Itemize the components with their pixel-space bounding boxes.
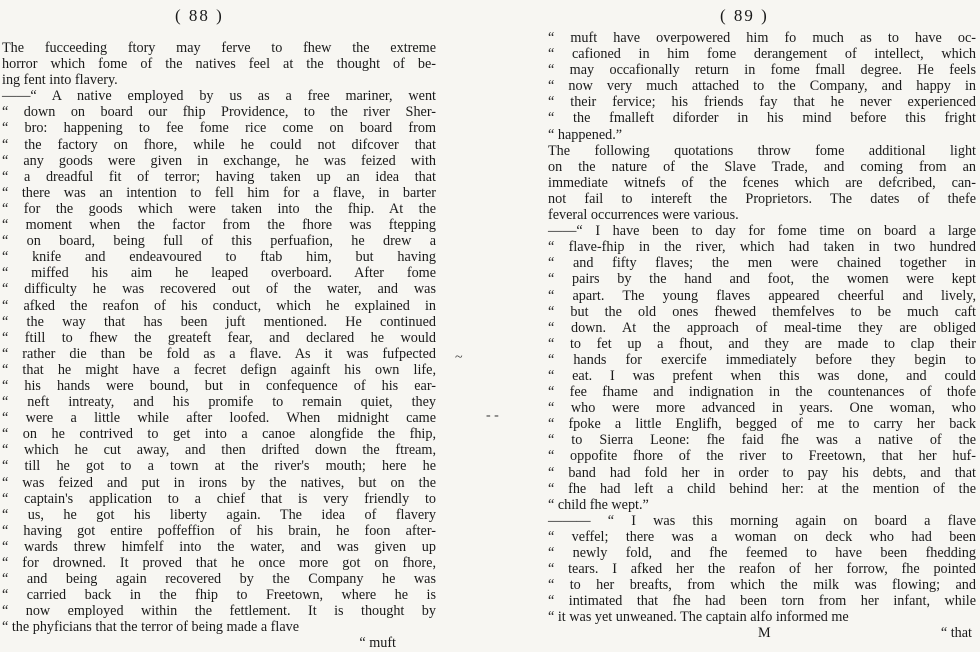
text-line: The fucceeding ftory may ferve to fhew the extreme <box>2 40 436 56</box>
text-line: “ hands for exercife immediately before they begin to <box>548 351 976 368</box>
text-line: “ neft intreaty, and his promife to remain quiet, they <box>2 394 436 411</box>
text-line: “ captain's application to a chief that is very friendly to <box>2 490 436 507</box>
text-line: “ cafioned in him fome derangement of intellect, which <box>548 46 976 63</box>
text-line: “ miffed his aim he leaped overboard. After fome <box>2 265 436 282</box>
text-line: ——“ I have been to day for fome time on board a large <box>548 223 976 240</box>
text-line: “ for the goods which were taken into the fhip. At the <box>2 200 436 217</box>
text-line: “ the factory on fhore, while he could not difcover that <box>2 136 436 153</box>
text-line: on the nature of the Slave Trade, and coming from an <box>548 158 976 175</box>
text-line: “ any goods were given in exchange, he was feized with <box>2 152 436 169</box>
text-line: ——“ A native employed by us as a free mariner, went <box>2 88 436 105</box>
signature-mark: M <box>758 625 771 642</box>
text-line: “ the fmalleft diforder in his mind before this fright <box>548 110 976 127</box>
text-line: “ a dreadful fit of terror; having taken up an idea that <box>2 168 436 185</box>
text-line: “ the phyficians that the terror of being made a flave <box>2 619 300 636</box>
page-number: ( 88 ) <box>175 6 224 25</box>
text-line: “ oppofite fhore of the river to Freetown, that her huf- <box>548 448 976 465</box>
text-line: “ fpoke a little Englifh, begged of me to carry her back <box>548 416 976 433</box>
page-number: ( 89 ) <box>720 6 769 25</box>
text-line: “ and being again recovered by the Company he was <box>2 571 436 588</box>
text-line: ——— “ I was this morning again on board a flave <box>548 512 976 529</box>
text-line: “ pairs by the hand and foot, the women were kept <box>548 271 976 288</box>
text-line: “ on board, being full of this perfuafion, he drew a <box>2 233 436 250</box>
text-line: “ to Sierra Leone: fhe faid fhe was a native of the <box>548 432 976 449</box>
text-line: “ newly fold, and fhe feemed to have been fhedding <box>548 545 976 561</box>
text-line: “ bro: happening to fee fome rice come on board from <box>2 120 436 137</box>
text-line: ing fent into flavery. <box>2 72 118 89</box>
text-line: “ band had fold her in order to pay his debts, and that <box>548 464 976 481</box>
text-line: “ knife and endeavoured to ftab him, but having <box>2 249 436 266</box>
text-line: “ which he cut away, and then drifted down the ftream, <box>2 442 436 459</box>
text-line: “ till he got to a town at the river's mouth; here he <box>2 458 436 475</box>
text-line: not fail to intereft the Proprietors. The dates of thefe <box>548 190 976 207</box>
text-line: “ carried back in the fhip to Freetown, where he is <box>2 587 436 604</box>
text-line: “ there was an intention to fell him for a flave, in barter <box>2 184 436 201</box>
text-line: “ us, he got his liberty again. The idea of flavery <box>2 506 436 523</box>
text-line: “ now employed within the fettlement. It is thought by <box>2 603 436 620</box>
text-line: “ intimated that fhe had been torn from her infant, while <box>548 593 976 610</box>
text-line: “ to her breafts, from which the milk was flowing; and <box>548 577 976 594</box>
text-line: “ ftill to fhew the greateft fear, and declared he would <box>2 329 436 346</box>
text-line: “ to fet up a fhout, and they are made to clap their <box>548 335 976 352</box>
text-line: “ it was yet unweaned. The captain alfo informed me <box>548 609 849 626</box>
text-line: “ child fhe wept.” <box>548 496 649 513</box>
catchword: “ muft <box>359 635 396 652</box>
text-line: feveral occurrences were various. <box>548 207 739 224</box>
text-line: “ flave-fhip in the river, which had taken in two hundred <box>548 239 976 256</box>
text-line: “ fee fhame and indignation in the countenances of thofe <box>548 384 976 401</box>
text-line: “ their fervice; his friends fay that he never experienced <box>548 94 976 111</box>
text-line: “ muft have overpowered him fo much as to have oc- <box>548 30 976 46</box>
page-body <box>548 30 976 642</box>
page-body <box>2 40 436 652</box>
text-line: “ the way that has been juft mentioned. He continued <box>2 313 436 330</box>
catchword: “ that <box>940 625 972 642</box>
left-page <box>0 0 440 652</box>
text-line: “ wards threw himfelf into the water, and was given up <box>2 538 436 555</box>
text-line: “ rather die than be fold as a flave. As it was fufpected <box>2 345 436 362</box>
gutter-mark: ~ <box>455 350 463 365</box>
text-line: horror which fome of the natives feel at the thought of be- <box>2 56 436 73</box>
footer-line <box>548 625 976 641</box>
text-line: “ apart. The young flaves appeared cheerful and lively, <box>548 287 976 304</box>
text-line: “ difficulty he was recovered out of the water, and was <box>2 281 436 298</box>
text-line: “ having got entire poffeffion of his brain, he foon after- <box>2 522 436 539</box>
text-line: “ may occafionally return in fome fmall degree. He feels <box>548 62 976 79</box>
text-line: “ moment when the factor from the fhore was ftepping <box>2 217 436 234</box>
text-line: “ veffel; there was a woman on deck who had been <box>548 528 976 545</box>
text-line: “ was feized and put in irons by the natives, but on the <box>2 474 436 491</box>
gutter-mark: - - <box>486 408 499 423</box>
text-line: “ now very much attached to the Company, and happy in <box>548 78 976 95</box>
text-line: “ his hands were bound, but in confequence of his ear- <box>2 377 436 394</box>
text-line: “ on he contrived to get into a canoe alongfide the fhip, <box>2 426 436 443</box>
text-line: immediate witnefs of the fcenes which are defcribed, can- <box>548 174 976 191</box>
text-line: “ who were more advanced in years. One woman, who <box>548 400 976 417</box>
text-line: “ down on board our fhip Providence, to the river Sher- <box>2 104 436 121</box>
right-page <box>540 0 980 642</box>
text-line: The following quotations throw fome additional light <box>548 142 976 159</box>
text-line: “ happened.” <box>548 126 623 143</box>
text-line: “ but the old ones fhewed themfelves to be much caft <box>548 303 976 320</box>
text-line: “ tears. I afked her the reafon of her forrow, fhe pointed <box>548 561 976 578</box>
text-line: “ were a little while after loofed. When midnight came <box>2 410 436 427</box>
text-line: “ down. At the approach of meal-time they are obliged <box>548 319 976 336</box>
text-line: “ for drowned. It proved that he once more got on fhore, <box>2 555 436 571</box>
text-line: “ afked the reafon of his conduct, which he explained in <box>2 297 436 314</box>
text-line: “ and fifty flaves; the men were chained together in <box>548 255 976 272</box>
text-line: “ eat. I was prefent when this was done, and could <box>548 367 976 384</box>
text-line: “ fhe had left a child behind her: at the mention of the <box>548 480 976 497</box>
text-line: “ that he might have a fecret defign againft his own life, <box>2 361 436 378</box>
